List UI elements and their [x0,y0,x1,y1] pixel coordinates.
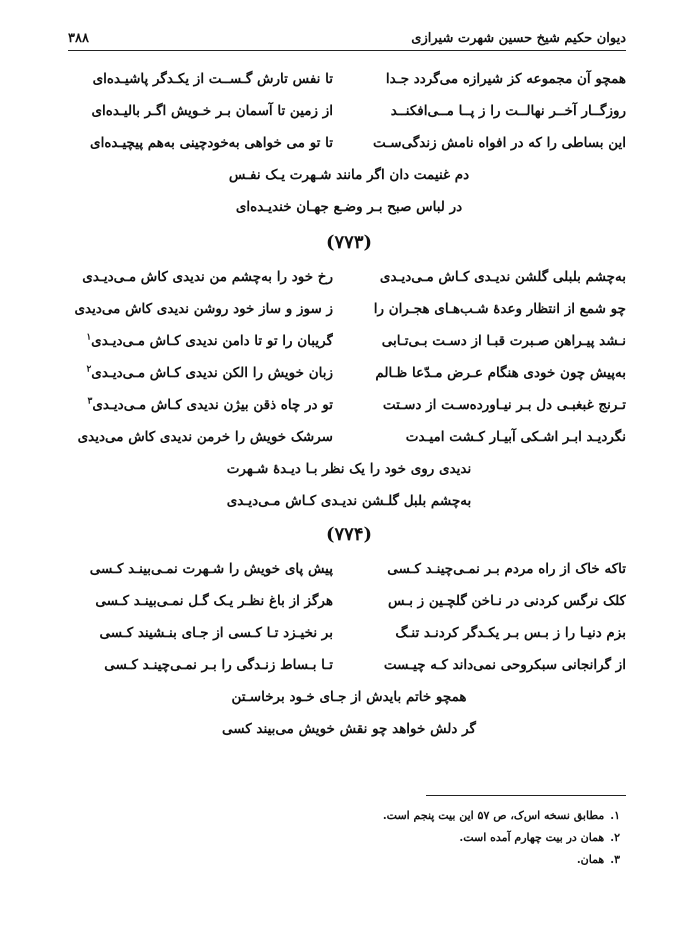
closing-line: در لباس صبح بـر وضـع جهـان خندیـده‌ای [235,199,463,215]
footnote-text: مطابق نسخه اس‌ک، ص ۵۷ این بیت پنجم است. [382,809,605,822]
hemistich-second [68,390,333,420]
couplet [68,128,626,158]
hemistich-first: کلک نرگس کردنی در نـاخن گلچـین ز بـس [388,593,626,609]
couplet [68,390,626,420]
couplet [68,358,626,388]
hemistich-first: این بساطی را که در افواه نامش زندگی‌سـت [373,135,626,151]
hemistich-first: نـشد پیـراهن صـبرت قبـا از دسـت بـی‌تـابی [381,333,626,349]
couplet [68,422,626,452]
footnote-text: همان در بیت چهارم آمده است. [459,831,605,844]
couplet [68,650,626,680]
footnote-ref: ۳ [87,396,93,407]
closing-line: به‌چشم بلبل گلـشن ندیـدی کـاش مـی‌دیـدی [226,493,472,509]
hemistich-second: سرشک خویش را خرمن ندیدی کاش می‌دیدی [77,429,333,445]
hemistich-text: تو در چاه ذقن بیژن ندیدی کـاش مـی‌دیـدی [92,397,333,413]
hemistich-second [68,358,333,388]
page-number: ۳۸۸ [68,31,89,46]
footnote-ref: ۱ [86,332,92,343]
hemistich-second [68,326,333,356]
hemistich-second: از زمین تا آسمان بـر خـویش اگـر بالیـده‌ای [91,103,333,119]
running-title: دیوان حکیم شیخ حسین شهرت شیرازی [411,31,626,46]
hemistich-first: نگردیـد ابـر اشـکی آبیـار کـشت امیـدت [405,429,626,445]
footnote [68,828,620,848]
hemistich-second: بر نخیـزد تـا کـسی از جـای بنـشیند کـسی [99,625,333,641]
couplet [68,262,626,292]
closing-line: گر دلش خواهد چو نقش خویش می‌بیند کسی [222,721,476,737]
hemistich-first: تـرنج غبغبـی دل بـر نیـاورده‌سـت از دسـتت [382,397,626,413]
couplet [68,64,626,94]
footnote-number: ۳. [610,853,620,866]
footnote-text: همان. [576,853,605,866]
hemistich-text: زبان خویش را الکن ندیدی کـاش مـی‌دیـدی [91,365,333,381]
closing-line: ندیدی روی خود را یک نظر بـا دیـدهٔ شـهرت [226,461,472,477]
closing-line: همچو خاتم بایدش از جـای خـود برخاسـتن [231,689,467,705]
footnote [68,806,620,826]
footnote-number: ۱. [610,809,620,822]
couplet [68,554,626,584]
hemistich-second: تا تو می خواهی به‌خودچینی به‌هم پیچیـده‌ای [90,135,333,151]
hemistich-second: تا نفس تارش گـســت از یکـدگر پاشیـده‌ای [92,71,333,87]
hemistich-second: پیش پای خویش را شـهرت نمـی‌بینـد کـسی [89,561,333,577]
hemistich-first: به‌چشم بلبلی گلشن ندیـدی کـاش مـی‌دیـدی [379,269,626,285]
hemistich-second: هرگز از باغ نظـر یـک گـل نمـی‌بینـد کـسی [95,593,333,609]
hemistich-second: تـا بـساط زنـدگی را بـر نمـی‌چینـد کـسی [104,657,333,673]
hemistich-text: گریبان را تو تا دامن ندیدی کـاش مـی‌دیـدی [91,333,333,349]
couplet [68,294,626,324]
couplet [68,96,626,126]
page-header [68,22,626,51]
footnote-number: ۲. [610,831,620,844]
footnote [68,850,620,870]
hemistich-second: ز سوز و ساز خود روشن ندیدی کاش می‌دیدی [74,301,333,317]
hemistich-first: تاکه خاک از راه مردم بـر نمـی‌چینـد کـسی [387,561,626,577]
couplet [68,326,626,356]
closing-line: دم غنیمت دان اگر مانند شـهرت یـک نفـس [228,167,470,183]
hemistich-first: همچو آن مجموعه کز شیرازه می‌گردد جـدا [385,71,626,87]
hemistich-first: از گرانجانی سبکروحی نمی‌داند کـه چیـست [383,657,626,673]
couplet [68,586,626,616]
couplet [68,618,626,648]
poem-title-774: (۷۷۴) [325,524,373,545]
hemistich-first: به‌پیش چون خودی هنگام عـرض مـدّعا ظـالم [375,365,626,381]
footnote-ref: ۲ [86,364,92,375]
hemistich-first: چو شمع از انتظار وعدهٔ شـب‌هـای هجـران را [373,301,626,317]
hemistich-first: بزم دنیـا را ز بـس بـر یکـدگر کردنـد تنـگ [395,625,626,641]
hemistich-first: روزگــار آخــر نهالــت را ز پــا مــی‌افکنــد [390,103,626,119]
hemistich-second: رخ خود را به‌چشم من ندیدی کاش مـی‌دیـدی [82,269,333,285]
footnote-divider [426,795,626,796]
poem-title-773: (۷۷۳) [325,232,373,253]
